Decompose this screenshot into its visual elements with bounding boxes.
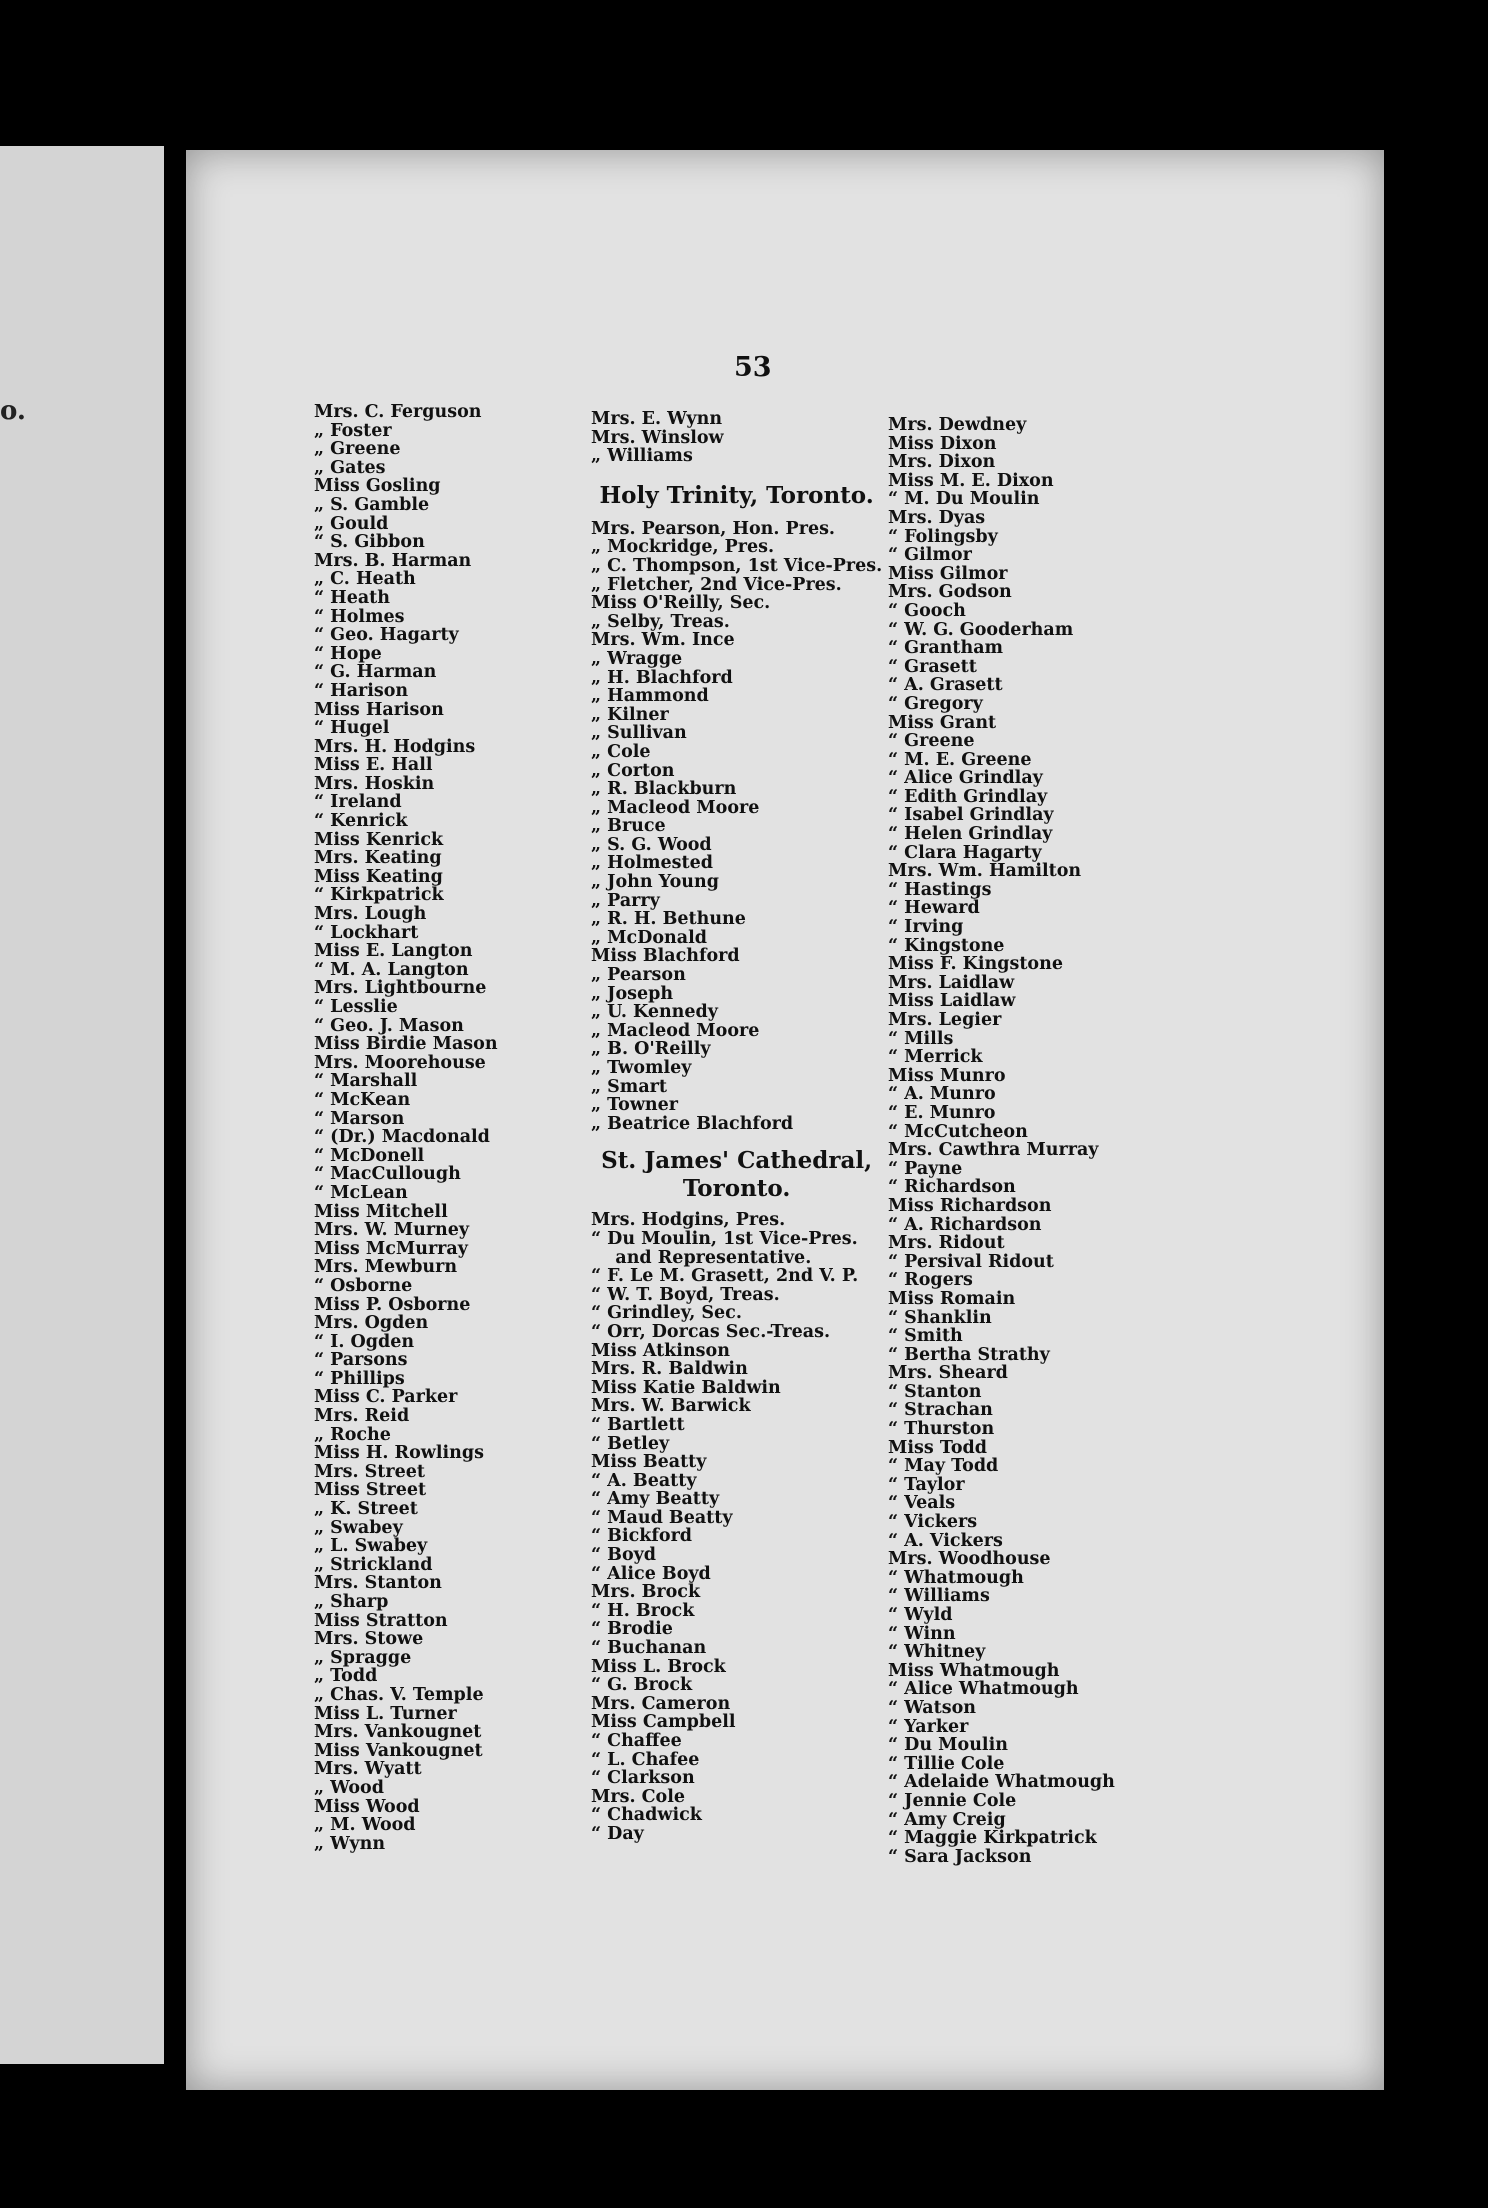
- column-1: [314, 403, 498, 1853]
- list-item: “ Persival Ridout: [888, 1251, 1054, 1272]
- list-item: “ M. A. Langton: [314, 959, 469, 980]
- heading-st-james-line-2: Toronto.: [682, 1175, 791, 1203]
- list-item: “ Gooch: [888, 600, 966, 621]
- list-item: Mrs. Legier: [888, 1010, 1002, 1030]
- list-item: Miss McMurray: [314, 1238, 468, 1259]
- list-item: „ Sharp: [314, 1592, 389, 1612]
- list-item: “ Grindley, Sec.: [591, 1303, 742, 1324]
- list-item: “ W. T. Boyd, Treas.: [591, 1284, 780, 1305]
- list-item: “ Du Moulin: [888, 1735, 1008, 1756]
- list-item: Mrs. W. Barwick: [591, 1396, 751, 1417]
- list-item: “ F. Le M. Grasett, 2nd V. P.: [591, 1266, 859, 1287]
- list-item: “ Lockhart: [314, 922, 419, 943]
- list-item: “ Heward: [888, 898, 980, 919]
- list-item: Miss Mitchell: [314, 1201, 448, 1222]
- list-item: Miss Blachford: [591, 946, 740, 967]
- left-page-edge: [0, 146, 164, 2064]
- list-item: “ Kirkpatrick: [314, 885, 444, 906]
- list-item: Miss Campbell: [591, 1712, 736, 1733]
- list-item: Mrs. Mewburn: [314, 1257, 458, 1278]
- list-item: “ Phillips: [314, 1368, 405, 1389]
- list-item: “ Hugel: [314, 718, 390, 739]
- list-item: “ Shanklin: [888, 1307, 992, 1328]
- list-item: “ Payne: [888, 1158, 963, 1179]
- list-item: “ Wyld: [888, 1605, 953, 1625]
- list-item: “ Taylor: [888, 1474, 965, 1495]
- list-item: Miss Laidlaw: [888, 991, 1016, 1012]
- list-item: “ Clarkson: [591, 1768, 695, 1789]
- list-item: “ Orr, Dorcas Sec.-Treas.: [591, 1321, 831, 1342]
- list-item: “ Boyd: [591, 1545, 657, 1566]
- list-item: Mrs. W. Murney: [314, 1220, 470, 1241]
- list-item: „ Joseph: [591, 983, 674, 1004]
- list-item: Mrs. Dyas: [888, 507, 986, 528]
- list-item: „ H. Blachford: [591, 667, 733, 688]
- list-item: Mrs. Hodgins, Pres.: [591, 1210, 786, 1231]
- list-item: “ Rogers: [888, 1270, 973, 1291]
- list-item: Miss Gosling: [314, 476, 441, 497]
- list-item: „ Smart: [591, 1076, 667, 1097]
- list-item: “ Vickers: [888, 1512, 978, 1533]
- list-item: Miss Munro: [888, 1065, 1006, 1086]
- list-item: “ Du Moulin, 1st Vice-Pres.: [591, 1228, 858, 1249]
- heading-st-james: [591, 1147, 882, 1203]
- list-item: Miss H. Rowlings: [314, 1443, 484, 1464]
- list-item: “ E. Munro: [888, 1102, 996, 1123]
- list-item: Mrs. E. Wynn: [591, 409, 723, 429]
- list-item: “ Gregory: [888, 693, 983, 714]
- list-item: „ Fletcher, 2nd Vice-Pres.: [591, 574, 842, 595]
- list-item: „ M. Wood: [314, 1815, 416, 1836]
- list-item: “ Mills: [888, 1028, 954, 1049]
- list-item: „ Parry: [591, 890, 660, 911]
- list-item: “ L. Chafee: [591, 1749, 700, 1770]
- list-item: “ Harison: [314, 680, 409, 701]
- list-item: Mrs. Keating: [314, 848, 442, 869]
- list-item: „ McDonald: [591, 927, 707, 948]
- list-item: “ Adelaide Whatmough: [888, 1772, 1115, 1793]
- list-item: “ Sara Jackson: [888, 1846, 1032, 1867]
- list-item: “ Osborne: [314, 1275, 413, 1296]
- list-item: “ Betley: [591, 1433, 670, 1454]
- list-item: “ Amy Beatty: [591, 1489, 720, 1510]
- list-item: Mrs. Wm. Hamilton: [888, 861, 1082, 882]
- list-item: „ Gates: [314, 457, 386, 478]
- list-item: “ Bickford: [591, 1526, 693, 1547]
- list-item: „ Cole: [591, 741, 651, 762]
- list-item: „ B. O'Reilly: [591, 1039, 711, 1060]
- list-item: Miss Katie Baldwin: [591, 1377, 781, 1398]
- list-item: “ H. Brock: [591, 1600, 695, 1621]
- list-item: “ Holmes: [314, 606, 405, 627]
- list-item: “ Kingstone: [888, 935, 1005, 956]
- list-item: Mrs. Cawthra Murray: [888, 1140, 1099, 1161]
- list-item: “ Yarker: [888, 1716, 969, 1737]
- list-item: “ Whitney: [888, 1642, 986, 1663]
- list-item: “ Maud Beatty: [591, 1507, 733, 1528]
- list-item: “ McKean: [314, 1089, 411, 1110]
- list-item: “ Edith Grindlay: [888, 786, 1048, 807]
- list-item: “ Grasett: [888, 656, 977, 677]
- list-item: “ Day: [591, 1823, 644, 1844]
- list-item: Mrs. Godson: [888, 582, 1012, 603]
- list-item: Miss P. Osborne: [314, 1294, 471, 1315]
- document-page: [186, 150, 1384, 2090]
- list-item: „ Sullivan: [591, 723, 687, 744]
- list-item: Mrs. Cole: [591, 1786, 686, 1807]
- list-item: „ Swabey: [314, 1517, 403, 1538]
- list-item: „ Hammond: [591, 686, 709, 707]
- list-item: “ Marshall: [314, 1071, 418, 1092]
- list-item: „ Foster: [314, 420, 392, 441]
- list-item: „ Wood: [314, 1777, 384, 1798]
- list-item: „ Spragge: [314, 1647, 412, 1668]
- list-item: „ Pearson: [591, 965, 686, 986]
- list-item: “ Parsons: [314, 1350, 408, 1371]
- column-2-top-list: [591, 410, 882, 466]
- list-item: Mrs. Lightbourne: [314, 978, 487, 999]
- list-item: „ Strickland: [314, 1554, 433, 1575]
- list-item: Mrs. R. Baldwin: [591, 1359, 748, 1380]
- list-item: “ A. Beatty: [591, 1470, 697, 1491]
- list-item: “ Jennie Cole: [888, 1790, 1017, 1811]
- list-item: Mrs. Dewdney: [888, 415, 1027, 435]
- list-item: Miss Dixon: [888, 433, 997, 454]
- list-item: “ Marson: [314, 1108, 405, 1129]
- holy-trinity-list: [591, 520, 882, 1134]
- list-item: Mrs. Woodhouse: [888, 1549, 1051, 1570]
- list-item: Mrs. Wyatt: [314, 1759, 422, 1780]
- list-item: “ G. Brock: [591, 1675, 693, 1696]
- list-item: „ Beatrice Blachford: [591, 1113, 794, 1134]
- page-number: 53: [734, 352, 772, 383]
- list-item: “ Isabel Grindlay: [888, 805, 1054, 826]
- heading-holy-trinity: Holy Trinity, Toronto.: [599, 481, 874, 509]
- list-item: “ Strachan: [888, 1400, 993, 1421]
- list-item: “ Smith: [888, 1326, 963, 1347]
- list-item: Mrs. H. Hodgins: [314, 736, 476, 757]
- list-item: “ Richardson: [888, 1177, 1016, 1198]
- list-item: „ Macleod Moore: [591, 797, 760, 818]
- list-item: “ Winn: [888, 1623, 956, 1644]
- list-item: “ Chaffee: [591, 1731, 682, 1751]
- list-item: „ Selby, Treas.: [591, 611, 730, 632]
- list-item: “ A. Richardson: [888, 1214, 1042, 1235]
- list-item: „ Mockridge, Pres.: [591, 537, 775, 558]
- list-item: „ John Young: [591, 872, 719, 893]
- list-item: „ K. Street: [314, 1499, 418, 1520]
- list-item: and Representative.: [591, 1247, 812, 1268]
- list-item: Mrs. Street: [314, 1461, 425, 1482]
- list-item: “ Greene: [888, 731, 975, 752]
- list-item: Mrs. Reid: [314, 1406, 410, 1427]
- list-item: “ Heath: [314, 587, 390, 608]
- list-item: “ McCutcheon: [888, 1121, 1028, 1142]
- list-item: Miss Vankougnet: [314, 1740, 483, 1761]
- list-item: “ Geo. J. Mason: [314, 1015, 464, 1036]
- list-item: Mrs. B. Harman: [314, 550, 472, 571]
- list-item: Mrs. Wm. Ince: [591, 630, 735, 651]
- list-item: “ Brodie: [591, 1619, 673, 1640]
- list-item: Mrs. Brock: [591, 1582, 701, 1603]
- list-item: “ Hope: [314, 643, 382, 664]
- list-item: „ Todd: [314, 1666, 378, 1687]
- list-item: “ A. Vickers: [888, 1530, 1003, 1551]
- list-item: “ Alice Whatmough: [888, 1679, 1079, 1700]
- list-item: “ Buchanan: [591, 1638, 707, 1659]
- list-item: „ U. Kennedy: [591, 1002, 718, 1023]
- list-item: “ Amy Creig: [888, 1809, 1006, 1830]
- list-item: “ Tillie Cole: [888, 1753, 1005, 1774]
- list-item: Miss Todd: [888, 1437, 987, 1458]
- list-item: „ Williams: [591, 446, 693, 467]
- list-item: “ Irving: [888, 917, 964, 938]
- list-item: Miss Harison: [314, 699, 444, 720]
- list-item: “ (Dr.) Macdonald: [314, 1127, 490, 1148]
- list-item: “ Merrick: [888, 1047, 983, 1068]
- list-item: Miss E. Hall: [314, 755, 433, 776]
- list-item: “ G. Harman: [314, 662, 437, 683]
- list-item: Miss Stratton: [314, 1610, 448, 1631]
- list-item: „ R. Blackburn: [591, 779, 737, 800]
- list-item: „ Towner: [591, 1095, 678, 1116]
- list-item: Miss Wood: [314, 1796, 420, 1817]
- left-page-fragment: o.: [0, 396, 26, 426]
- list-item: Miss Atkinson: [591, 1340, 730, 1361]
- column-3: [888, 416, 1115, 1866]
- list-item: “ Lesslie: [314, 997, 398, 1017]
- list-item: Miss L. Brock: [591, 1656, 726, 1677]
- list-item: „ Bruce: [591, 816, 666, 837]
- list-item: „ Corton: [591, 760, 675, 781]
- list-item: Miss Whatmough: [888, 1660, 1060, 1681]
- list-item: „ C. Heath: [314, 569, 416, 590]
- list-item: „ Greene: [314, 439, 401, 460]
- list-item: Miss Gilmor: [888, 563, 1008, 584]
- list-item: Miss Birdie Mason: [314, 1034, 498, 1055]
- list-item: “ Geo. Hagarty: [314, 625, 459, 646]
- list-item: „ S. Gamble: [314, 494, 430, 515]
- list-item: Mrs. Ogden: [314, 1313, 429, 1334]
- list-item: Miss M. E. Dixon: [888, 470, 1054, 491]
- list-item: „ C. Thompson, 1st Vice-Pres.: [591, 555, 883, 576]
- list-item: „ Gould: [314, 513, 389, 534]
- list-item: “ Whatmough: [888, 1567, 1024, 1588]
- list-item: Mrs. Lough: [314, 904, 427, 925]
- list-item: Miss E. Langton: [314, 941, 473, 962]
- list-item: “ McLean: [314, 1182, 408, 1203]
- list-item: „ Macleod Moore: [591, 1020, 760, 1041]
- list-item: “ I. Ogden: [314, 1331, 415, 1352]
- list-item: „ Wynn: [314, 1833, 386, 1854]
- list-item: „ Twomley: [591, 1058, 692, 1078]
- list-item: “ A. Munro: [888, 1084, 996, 1105]
- list-item: “ W. G. Gooderham: [888, 619, 1074, 640]
- list-item: Miss Keating: [314, 866, 443, 887]
- list-item: “ MacCullough: [314, 1164, 461, 1185]
- list-item: “ M. Du Moulin: [888, 489, 1040, 510]
- list-item: Mrs. Stanton: [314, 1573, 442, 1594]
- list-item: „ Wragge: [591, 648, 683, 669]
- list-item: Mrs. Cameron: [591, 1693, 731, 1714]
- list-item: Mrs. C. Ferguson: [314, 402, 482, 422]
- list-item: “ M. E. Greene: [888, 749, 1032, 770]
- list-item: Miss Richardson: [888, 1195, 1052, 1216]
- list-item: “ Thurston: [888, 1419, 995, 1440]
- list-item: “ Helen Grindlay: [888, 824, 1053, 845]
- column-2: [591, 410, 882, 1844]
- list-item: Mrs. Pearson, Hon. Pres.: [591, 518, 836, 539]
- list-item: „ S. G. Wood: [591, 834, 712, 855]
- list-item: Miss Grant: [888, 712, 997, 733]
- list-item: „ Kilner: [591, 704, 669, 725]
- list-item: Miss Romain: [888, 1288, 1016, 1309]
- list-item: Miss F. Kingstone: [888, 954, 1063, 975]
- list-item: Mrs. Sheard: [888, 1363, 1008, 1384]
- list-item: “ Williams: [888, 1586, 990, 1607]
- heading-st-james-line-1: St. James' Cathedral,: [601, 1147, 873, 1175]
- list-item: “ Alice Grindlay: [888, 768, 1043, 789]
- list-item: Miss L. Turner: [314, 1703, 457, 1724]
- list-item: “ Watson: [888, 1697, 976, 1718]
- list-item: “ A. Grasett: [888, 675, 1003, 696]
- list-item: Mrs. Stowe: [314, 1629, 424, 1650]
- list-item: Miss O'Reilly, Sec.: [591, 593, 771, 614]
- list-item: “ Ireland: [314, 792, 402, 813]
- list-item: Mrs. Winslow: [591, 427, 724, 448]
- list-item: „ L. Swabey: [314, 1536, 428, 1557]
- list-item: Miss Beatty: [591, 1452, 707, 1473]
- list-item: Mrs. Hoskin: [314, 773, 435, 794]
- list-item: Mrs. Vankougnet: [314, 1722, 482, 1743]
- list-item: Mrs. Moorehouse: [314, 1052, 486, 1073]
- list-item: “ Bartlett: [591, 1414, 685, 1435]
- list-item: “ Maggie Kirkpatrick: [888, 1828, 1097, 1849]
- list-item: “ Folingsby: [888, 526, 998, 547]
- list-item: „ Roche: [314, 1424, 391, 1445]
- list-item: “ Hastings: [888, 879, 992, 900]
- list-item: Mrs. Laidlaw: [888, 972, 1015, 993]
- list-item: “ Clara Hagarty: [888, 842, 1042, 863]
- list-item: “ Stanton: [888, 1381, 982, 1402]
- list-item: Mrs. Ridout: [888, 1233, 1005, 1254]
- list-item: “ Veals: [888, 1493, 956, 1514]
- list-item: “ McDonell: [314, 1145, 425, 1166]
- list-item: “ Kenrick: [314, 811, 408, 832]
- list-item: Miss C. Parker: [314, 1387, 458, 1408]
- list-item: Mrs. Dixon: [888, 452, 996, 473]
- list-item: Miss Kenrick: [314, 829, 444, 850]
- list-item: “ Gilmor: [888, 545, 972, 566]
- st-james-list: [591, 1211, 882, 1843]
- list-item: „ R. H. Bethune: [591, 909, 746, 930]
- list-item: „ Holmested: [591, 853, 713, 874]
- list-item: “ Bertha Strathy: [888, 1344, 1050, 1365]
- list-item: “ May Todd: [888, 1456, 999, 1477]
- list-item: “ Alice Boyd: [591, 1563, 711, 1584]
- list-item: “ S. Gibbon: [314, 532, 425, 553]
- list-item: “ Grantham: [888, 638, 1004, 659]
- list-item: “ Chadwick: [591, 1805, 702, 1826]
- list-item: Miss Street: [314, 1480, 427, 1501]
- list-item: „ Chas. V. Temple: [314, 1684, 484, 1705]
